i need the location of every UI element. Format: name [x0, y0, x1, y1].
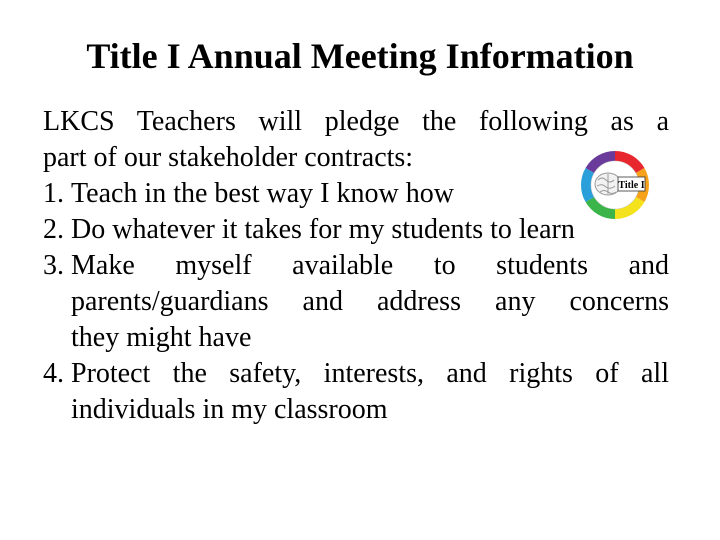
list-item: [43, 248, 669, 356]
list-item-number: 4.: [43, 358, 64, 389]
list-item-number: 3.: [43, 250, 64, 281]
brain-graphic: [595, 173, 621, 195]
list-item-line: individuals in my classroom: [71, 394, 388, 425]
list-item-line: Teach in the best way I know how: [71, 178, 454, 209]
list-item: [43, 176, 669, 212]
title-i-logo-icon: [580, 150, 650, 220]
list-item-line: they might have: [71, 322, 252, 353]
list-item-line: Do whatever it takes for my students to learn: [71, 214, 575, 245]
pledge-list: [43, 176, 669, 428]
list-item-text: [71, 248, 669, 356]
list-item-line: parents/guardians and address any concerns: [71, 286, 669, 317]
intro-line: LKCS Teachers will pledge the following as a: [43, 106, 669, 137]
list-item-number: 2.: [43, 214, 64, 245]
list-item-number: 1.: [43, 178, 64, 209]
list-item-line: Protect the safety, interests, and rights of all: [71, 358, 669, 389]
list-item-text: [71, 356, 669, 428]
list-item: [43, 212, 669, 248]
list-item-line: Make myself available to students and: [71, 250, 669, 281]
intro-paragraph: [43, 104, 669, 176]
slide-title: Title I Annual Meeting Information: [86, 36, 634, 76]
svg-text:Title I: Title I: [618, 180, 645, 191]
list-item: [43, 356, 669, 428]
intro-line: part of our stakeholder contracts:: [43, 142, 414, 173]
